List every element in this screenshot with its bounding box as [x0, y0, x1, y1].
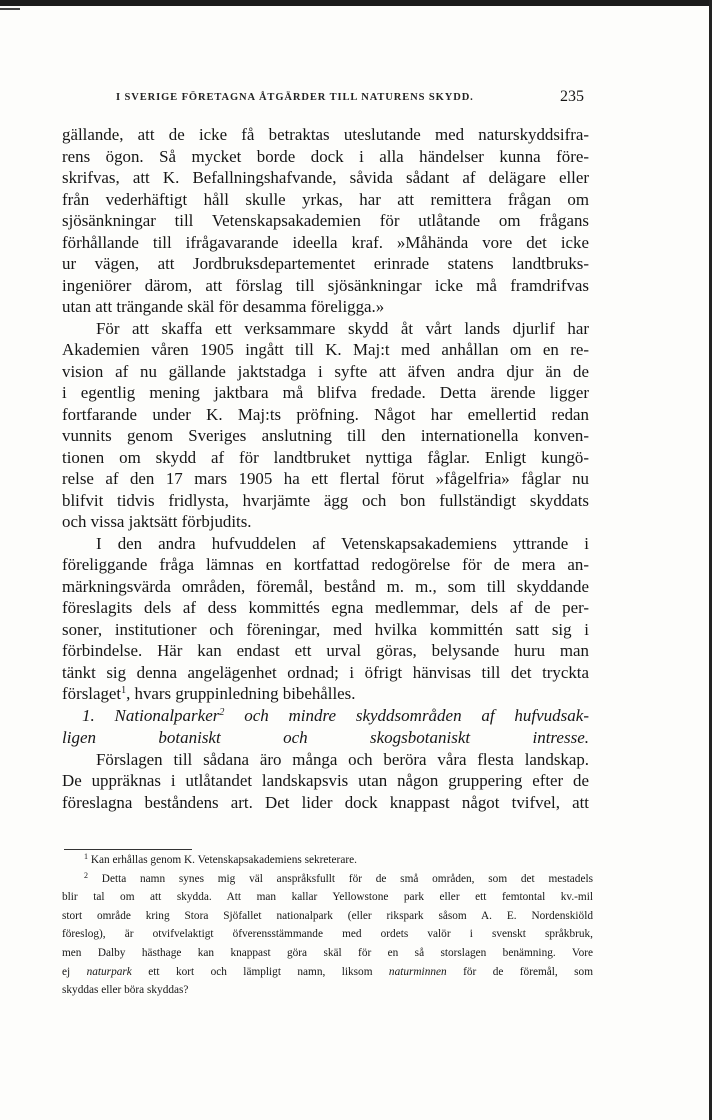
text-line: från vederhäftigt håll skulle yrkas, har att remittera frågan om: [62, 189, 589, 209]
footnote-text: ej: [62, 965, 87, 978]
footnote-text: ett kort och lämpligt namn, liksom: [131, 965, 389, 978]
footnote-divider: [64, 849, 192, 850]
text-line: ur vägen, att Jordbruksdepartementet erinrade statens landtbruks-: [62, 254, 589, 273]
scan-mark: [0, 8, 20, 10]
text-line: förhållande till ifrågavarande ideella kraf. »Måhända vore det icke: [62, 232, 589, 252]
text-line: relse af den 17 mars 1905 ha ett flertal förut »fågelfria» fåglar nu: [62, 469, 589, 488]
text-line: tionen om skydd af för landtbruket nyttiga fåglar. Enligt kungö-: [62, 447, 589, 467]
text-line: I den andra hufvuddelen af Vetenskapsakademiens yttrande i: [96, 533, 589, 553]
section-title-part: och mindre skyddsområden af hufvudsak-: [244, 705, 590, 725]
text-line: ingeniörer därom, att förslag till sjösänkningar icke må framdrifvas: [62, 275, 589, 295]
text-line: föreslagits dels af dess kommittés egna medlemmar, dels af de per-: [62, 598, 589, 617]
text-line: tänkt sig denna angelägenhet ordnad; i öfrigt hänvisas till det tryckta: [62, 662, 589, 682]
footnote-2-line: [62, 963, 593, 982]
section-title-part: Nationalparker: [114, 705, 220, 725]
text-line: sjösänkningar till Vetenskapsakademien för utlåtande om frågans: [62, 211, 589, 230]
footnote-2-line: skyddas eller böra skyddas?: [62, 984, 189, 997]
footnote-term: naturpark: [86, 965, 132, 978]
footnote-ref-1: 1: [121, 685, 127, 696]
text-line: De uppräknas i utlåtandet landskapsvis utan någon gruppering efter de: [62, 771, 589, 790]
text-line: förbindelse. Här kan endast ett urval göras, belysande huru man: [62, 641, 589, 660]
footnote-2-line: blir tal om att skydda. Att man kallar Yellowstone park eller ett femtontal kv.-mil: [62, 891, 593, 904]
text-line: [62, 683, 589, 705]
footnote-1: [62, 851, 593, 870]
text-fragment: förslaget: [62, 684, 122, 703]
text-line: blifvit tidvis fridlysta, hvarjämte ägg och bon fullständigt skyddats: [62, 490, 589, 510]
text-line: Akademien våren 1905 ingått till K. Maj:t med anhållan om en re-: [62, 340, 589, 359]
footnote-marker: 1: [84, 852, 88, 861]
main-text: [62, 124, 589, 813]
footnote-text: för de föremål, som: [446, 965, 593, 978]
text-line: vision af nu gällande jaktstadga i syfte att äfven andra djur än de: [62, 361, 589, 381]
text-line: märkningsvärda områden, föremål, bestånd m. m., som till skyddande: [62, 576, 589, 596]
text-line: utan att trängande skäl för desamma föreligga.»: [62, 297, 385, 316]
page-header: [0, 90, 712, 112]
text-line: gällande, att de icke få betraktas uteslutande med naturskyddsifra-: [62, 125, 589, 144]
text-line: soner, institutioner och föreningar, med hvilka kommittén satt sig i: [62, 619, 589, 639]
text-line: För att skaffa ett verksammare skydd åt vårt lands djurlif har: [96, 318, 589, 338]
footnote-2-line: [62, 870, 593, 889]
text-line: föreslagna beståndens art. Det lider dock knappast något tvifvel, att: [62, 792, 589, 812]
footnote-2-line: stort område kring Stora Sjöfallet nationalpark (eller rikspark såsom A. E. Nordenskiöld: [62, 909, 593, 922]
footnote-ref-2: 2: [219, 706, 225, 718]
footnote-2-line: men Dalby hästhage kan knappast göra skäl för en så storslagen benämning. Vore: [62, 946, 593, 959]
text-line: vunnits genom Sveriges anslutning till den internationella konven-: [62, 426, 589, 445]
running-head: I SVERIGE FÖRETAGNA ÅTGÄRDER TILL NATURENS SKYDD.: [116, 92, 474, 103]
section-number: 1.: [82, 705, 95, 725]
footnote-text: Kan erhållas genom K. Vetenskapsakademiens sekreterare.: [90, 854, 357, 866]
text-line: rens ögon. Så mycket borde dock i alla händelser kunna före-: [62, 146, 589, 166]
footnote-term: naturminnen: [388, 965, 447, 978]
text-line: i egentlig mening jaktbara må blifva fredade. Detta ärende ligger: [62, 383, 589, 402]
text-fragment: , hvars gruppinledning bibehålles.: [126, 684, 356, 703]
text-line: och vissa jaktsätt förbjudits.: [62, 512, 252, 531]
text-line: föreliggande fråga lämnas en kortfattad redogörelse för de mera an-: [62, 555, 589, 574]
footnotes: [62, 851, 593, 1000]
section-title-part: ligen botaniskt och skogsbotaniskt intresse.: [62, 727, 589, 747]
text-line: fortfarande under K. Maj:ts pröfning. Något har emellertid redan: [62, 404, 589, 424]
footnote-marker: 2: [84, 870, 88, 880]
text-line: Förslagen till sådana äro många och beröra våra flesta landskap.: [96, 749, 589, 769]
footnote-2-line: föreslog), är otvifvelaktigt öfverensstämmande med ordets valör i svenskt språkbruk,: [62, 928, 593, 941]
footnote-text: Detta namn synes mig väl anspråksfullt för de små områden, som det mestadels: [101, 872, 593, 885]
page-number: 235: [560, 88, 584, 105]
text-line: skrifvas, att K. Befallningshafvande, såvida sådant af delägare eller: [62, 168, 589, 187]
page-top-border: [0, 0, 712, 6]
section-heading: [62, 705, 589, 749]
